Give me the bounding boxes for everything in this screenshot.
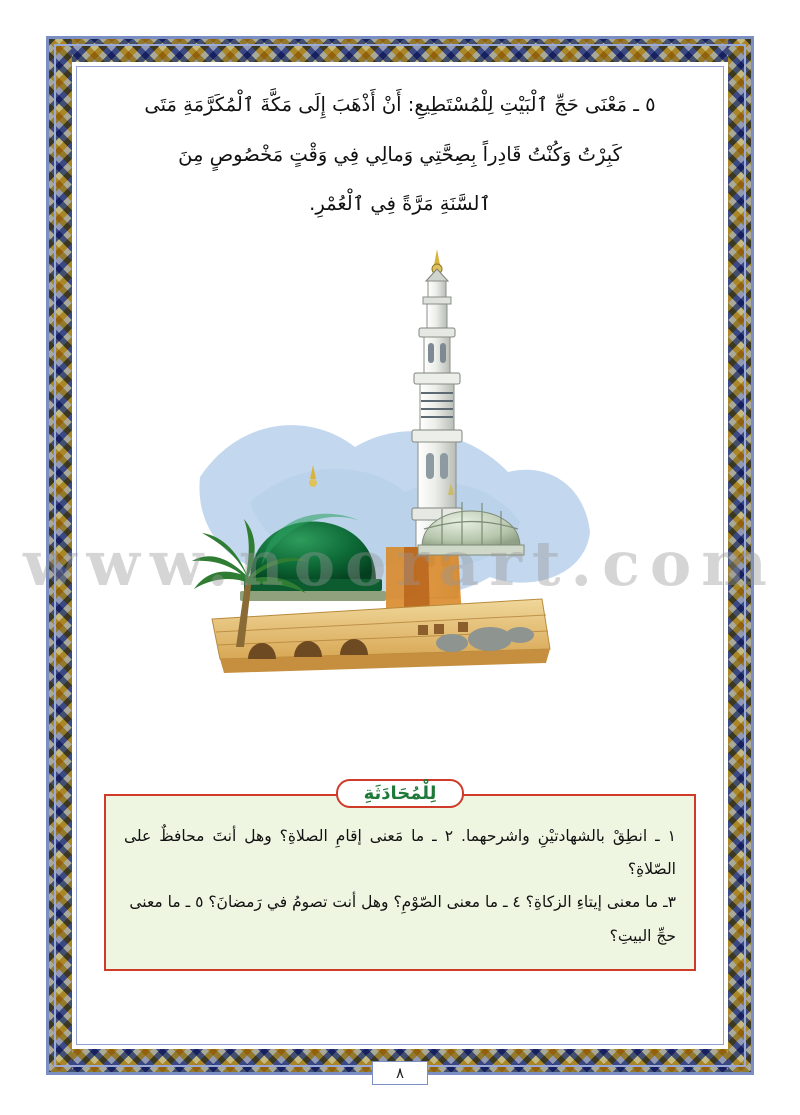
dialogue-line-1: ١ ـ انطِقْ بالشهادتيْنِ واشرحهما. ٢ ـ ما مَعنى إقامِ الصلاةِ؟ وهل أنتَ محافظٌ على الصّلاةِ؟ (124, 826, 676, 879)
mosque-illustration-svg (190, 247, 610, 707)
lesson-paragraph (92, 80, 708, 229)
dialogue-box (104, 794, 696, 971)
dialogue-line-2: ٣ـ ما معنى إيتاءِ الزكاةِ؟ ٤ ـ ما معنى الصّوْمِ؟ وهل أنت تصومُ في رَمضانَ؟ ٥ ـ ما معنى (129, 893, 676, 912)
lesson-line-1: ٥ ـ مَعْنَى حَجِّ ٱلْبَيْتِ لِلْمُسْتَطِيعِ: أَنْ أَذْهَبَ إِلَى مَكَّةَ ٱلْمُكَرَّمَةِ مَتَى (144, 93, 656, 116)
page-content (92, 80, 708, 1029)
dialogue-title (104, 779, 696, 808)
lesson-line-2: كَبِرْتُ وَكُنْتُ قَادِراً بِصِحَّتِي وَمالِي فِي وَقْتٍ مَخْصُوصٍ مِنَ (178, 142, 622, 166)
page-number-label: ٨ (372, 1061, 428, 1085)
dialogue-title-label: لِلْمُحَادَثَةِ (336, 779, 465, 808)
dialogue-line-3: حجِّ البيتِ؟ (609, 926, 676, 945)
mosque-illustration (190, 247, 610, 707)
lesson-line-3: ٱلسَّنَةِ مَرَّةً فِي ٱلْعُمْرِ. (309, 192, 491, 216)
page-number (0, 1061, 800, 1085)
dialogue-section (104, 782, 696, 971)
watermark: www.noorart.com (23, 527, 777, 600)
dialogue-questions (124, 820, 676, 953)
